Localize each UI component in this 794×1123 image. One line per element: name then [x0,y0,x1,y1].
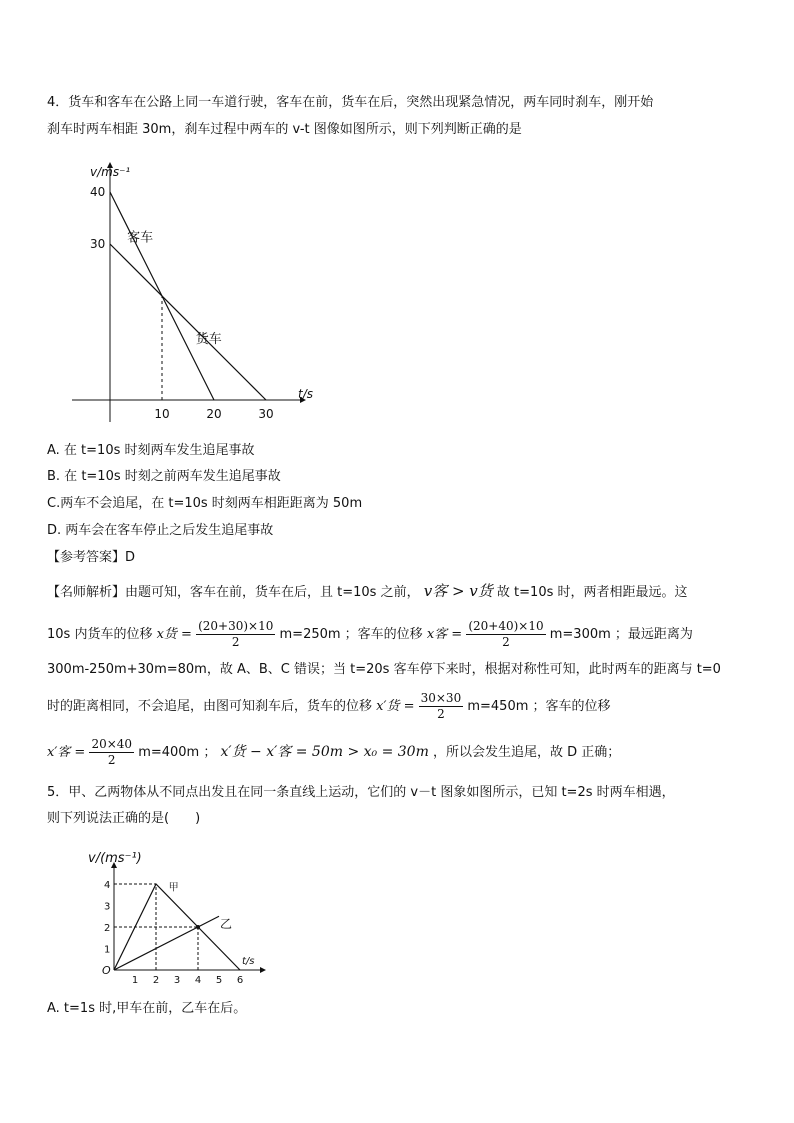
x-tick-label: 1 [131,975,139,986]
frac4-num: 20×40 [91,737,133,751]
analysis-l2-b: m=250m ；客车的位移 [279,627,423,642]
analysis-l2-var1: x货 = [156,627,192,642]
y-tick-label: 40 [90,185,106,199]
series-line-truck [110,244,266,400]
analysis-line2 [47,618,693,652]
x-axis-label: t/s [298,387,313,401]
q5-stem-line1: 5．甲、乙两物体从不同点出发且在同一条直线上运动，它们的 v－t 图象如图所示，已知 t=2s 时两车相遇， [47,785,675,800]
frac4-den: 2 [107,753,116,767]
analysis-line5 [47,735,620,770]
frac3-num: 30×30 [420,691,462,705]
y-tick-label: 3 [104,901,111,913]
q4-option-d: D. 两车会在客车停止之后发生追尾事故 [47,523,274,538]
y-axis-label: v/ms⁻¹ [90,165,131,179]
q4-stem-line1: 4．货车和客车在公路上同一车道行驶，客车在前，货车在后，突然出现紧急情况，两车同时刹车，刚开始 [47,95,654,110]
x-tick-label: 6 [236,975,244,986]
analysis-l4-a: 时的距离相同，不会追尾，由图可知刹车后，货车的位移 [47,699,373,714]
q5-vt-chart [80,842,280,992]
analysis-l2-c: m=300m ；最远距离为 [549,627,693,642]
intersection-point [196,925,200,929]
x-tick-label: 20 [206,407,222,421]
analysis-frac2 [466,619,545,650]
analysis-frac4 [89,737,134,768]
analysis-frac1 [196,619,275,650]
q4-vt-chart [60,160,320,425]
y-tick-label: 1 [104,944,111,956]
analysis-line4 [47,690,611,724]
frac3-den: 2 [437,707,445,721]
q4-answer: 【参考答案】D [47,550,136,565]
y-tick-label: 30 [90,237,106,251]
x-tick-label: 30 [258,407,274,421]
frac1-num: (20+30)×10 [198,619,274,633]
q4-option-b: B. 在 t=10s 时刻之前两车发生追尾事故 [47,469,281,484]
analysis-line1 [47,582,688,602]
y-tick-label: 2 [104,923,111,934]
analysis-frac3 [419,691,464,722]
analysis-l5-b: ，所以会发生追尾，故 D 正确； [433,745,621,760]
y-axis-label: v/(ms⁻¹) [88,851,142,866]
analysis-l5-math: x′货 − x′客 = 50m > x₀ = 30m [220,744,429,760]
series-label-bus: 客车 [127,230,154,246]
q5-option-a: A. t=1s 时,甲车在前，乙车在后。 [47,1001,247,1016]
x-tick-label: 3 [173,975,181,986]
analysis-l4-b: m=450m ；客车的位移 [467,699,611,714]
analysis-l1-suffix: 故 t=10s 时，两者相距最远。这 [496,585,688,600]
frac2-den: 2 [502,635,510,649]
q5-stem-line2: 则下列说法正确的是( ) [47,811,201,826]
series-label-jia: 甲 [168,882,179,894]
analysis-l2-a: 10s 内货车的位移 [47,627,153,642]
frac1-den: 2 [231,635,240,649]
origin-label: O [102,964,111,977]
analysis-line3: 300m-250m+30m=80m，故 A、B、C 错误；当 t=20s 客车停下来时，根据对称性可知，此时两车的距离与 t=0 [47,662,721,677]
x-axis-arrow [260,967,266,973]
analysis-l1-prefix: 【名师解析】由题可知，客车在前，货车在后，且 t=10s 之前， [47,585,420,600]
q4-option-a: A. 在 t=10s 时刻两车发生追尾事故 [47,443,255,458]
series-line-yi [114,916,219,970]
analysis-l1-math: v客 > v货 [423,582,493,600]
series-label-truck: 货车 [195,331,222,347]
x-tick-label: 4 [194,975,202,986]
x-tick-label: 2 [152,975,160,986]
series-label-yi: 乙 [220,917,233,932]
y-tick-label: 4 [104,880,111,891]
q4-option-c: C.两车不会追尾，在 t=10s 时刻两车相距距离为 50m [47,496,363,511]
x-tick-label: 10 [154,407,170,421]
x-axis-label: t/s [242,956,255,967]
analysis-l5-var: x′客 = [47,745,86,760]
x-tick-label: 5 [215,975,223,986]
analysis-l5-a: m=400m ； [138,745,217,760]
analysis-l4-var: x′货 = [376,699,415,714]
frac2-num: (20+40)×10 [468,619,544,633]
analysis-l2-var2: x客 = [426,627,463,642]
q4-stem-line2: 刹车时两车相距 30m，刹车过程中两车的 v-t 图像如图所示，则下列判断正确的是 [47,122,522,137]
